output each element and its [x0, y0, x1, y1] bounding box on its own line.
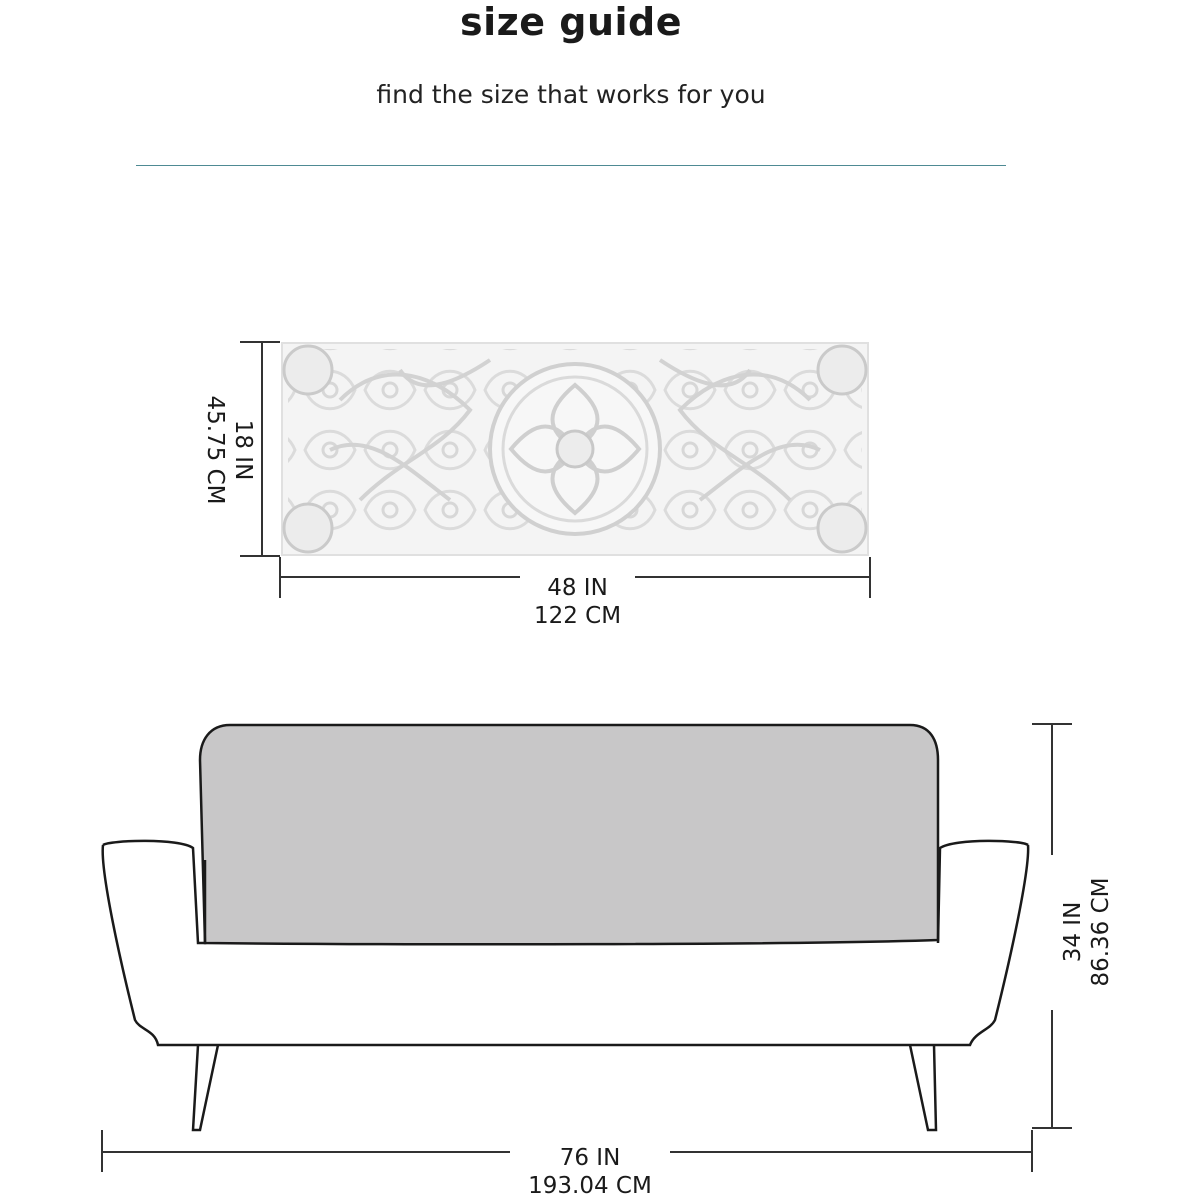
sofa-width-label — [510, 1144, 670, 1200]
page-title: size guide — [459, 0, 682, 44]
sofa — [103, 725, 1028, 1130]
panel-width-cm: 122 CM — [533, 603, 622, 629]
panel-height-cm: 45.75 CM — [202, 395, 228, 505]
sofa-width-cm: 193.04 CM — [528, 1173, 652, 1199]
sofa-height-in: 34 IN — [1060, 901, 1086, 963]
panel-width-label — [520, 574, 635, 630]
page-subtitle: find the size that works for you — [376, 80, 766, 109]
sofa-width-in: 76 IN — [559, 1145, 621, 1171]
panel-height-label — [201, 365, 257, 535]
carved-panel — [282, 343, 868, 555]
panel-height-in: 18 IN — [230, 419, 256, 481]
sofa-height-cm: 86.36 CM — [1088, 877, 1114, 987]
panel-width-in: 48 IN — [547, 575, 608, 601]
sofa-height-label — [1059, 847, 1115, 1017]
